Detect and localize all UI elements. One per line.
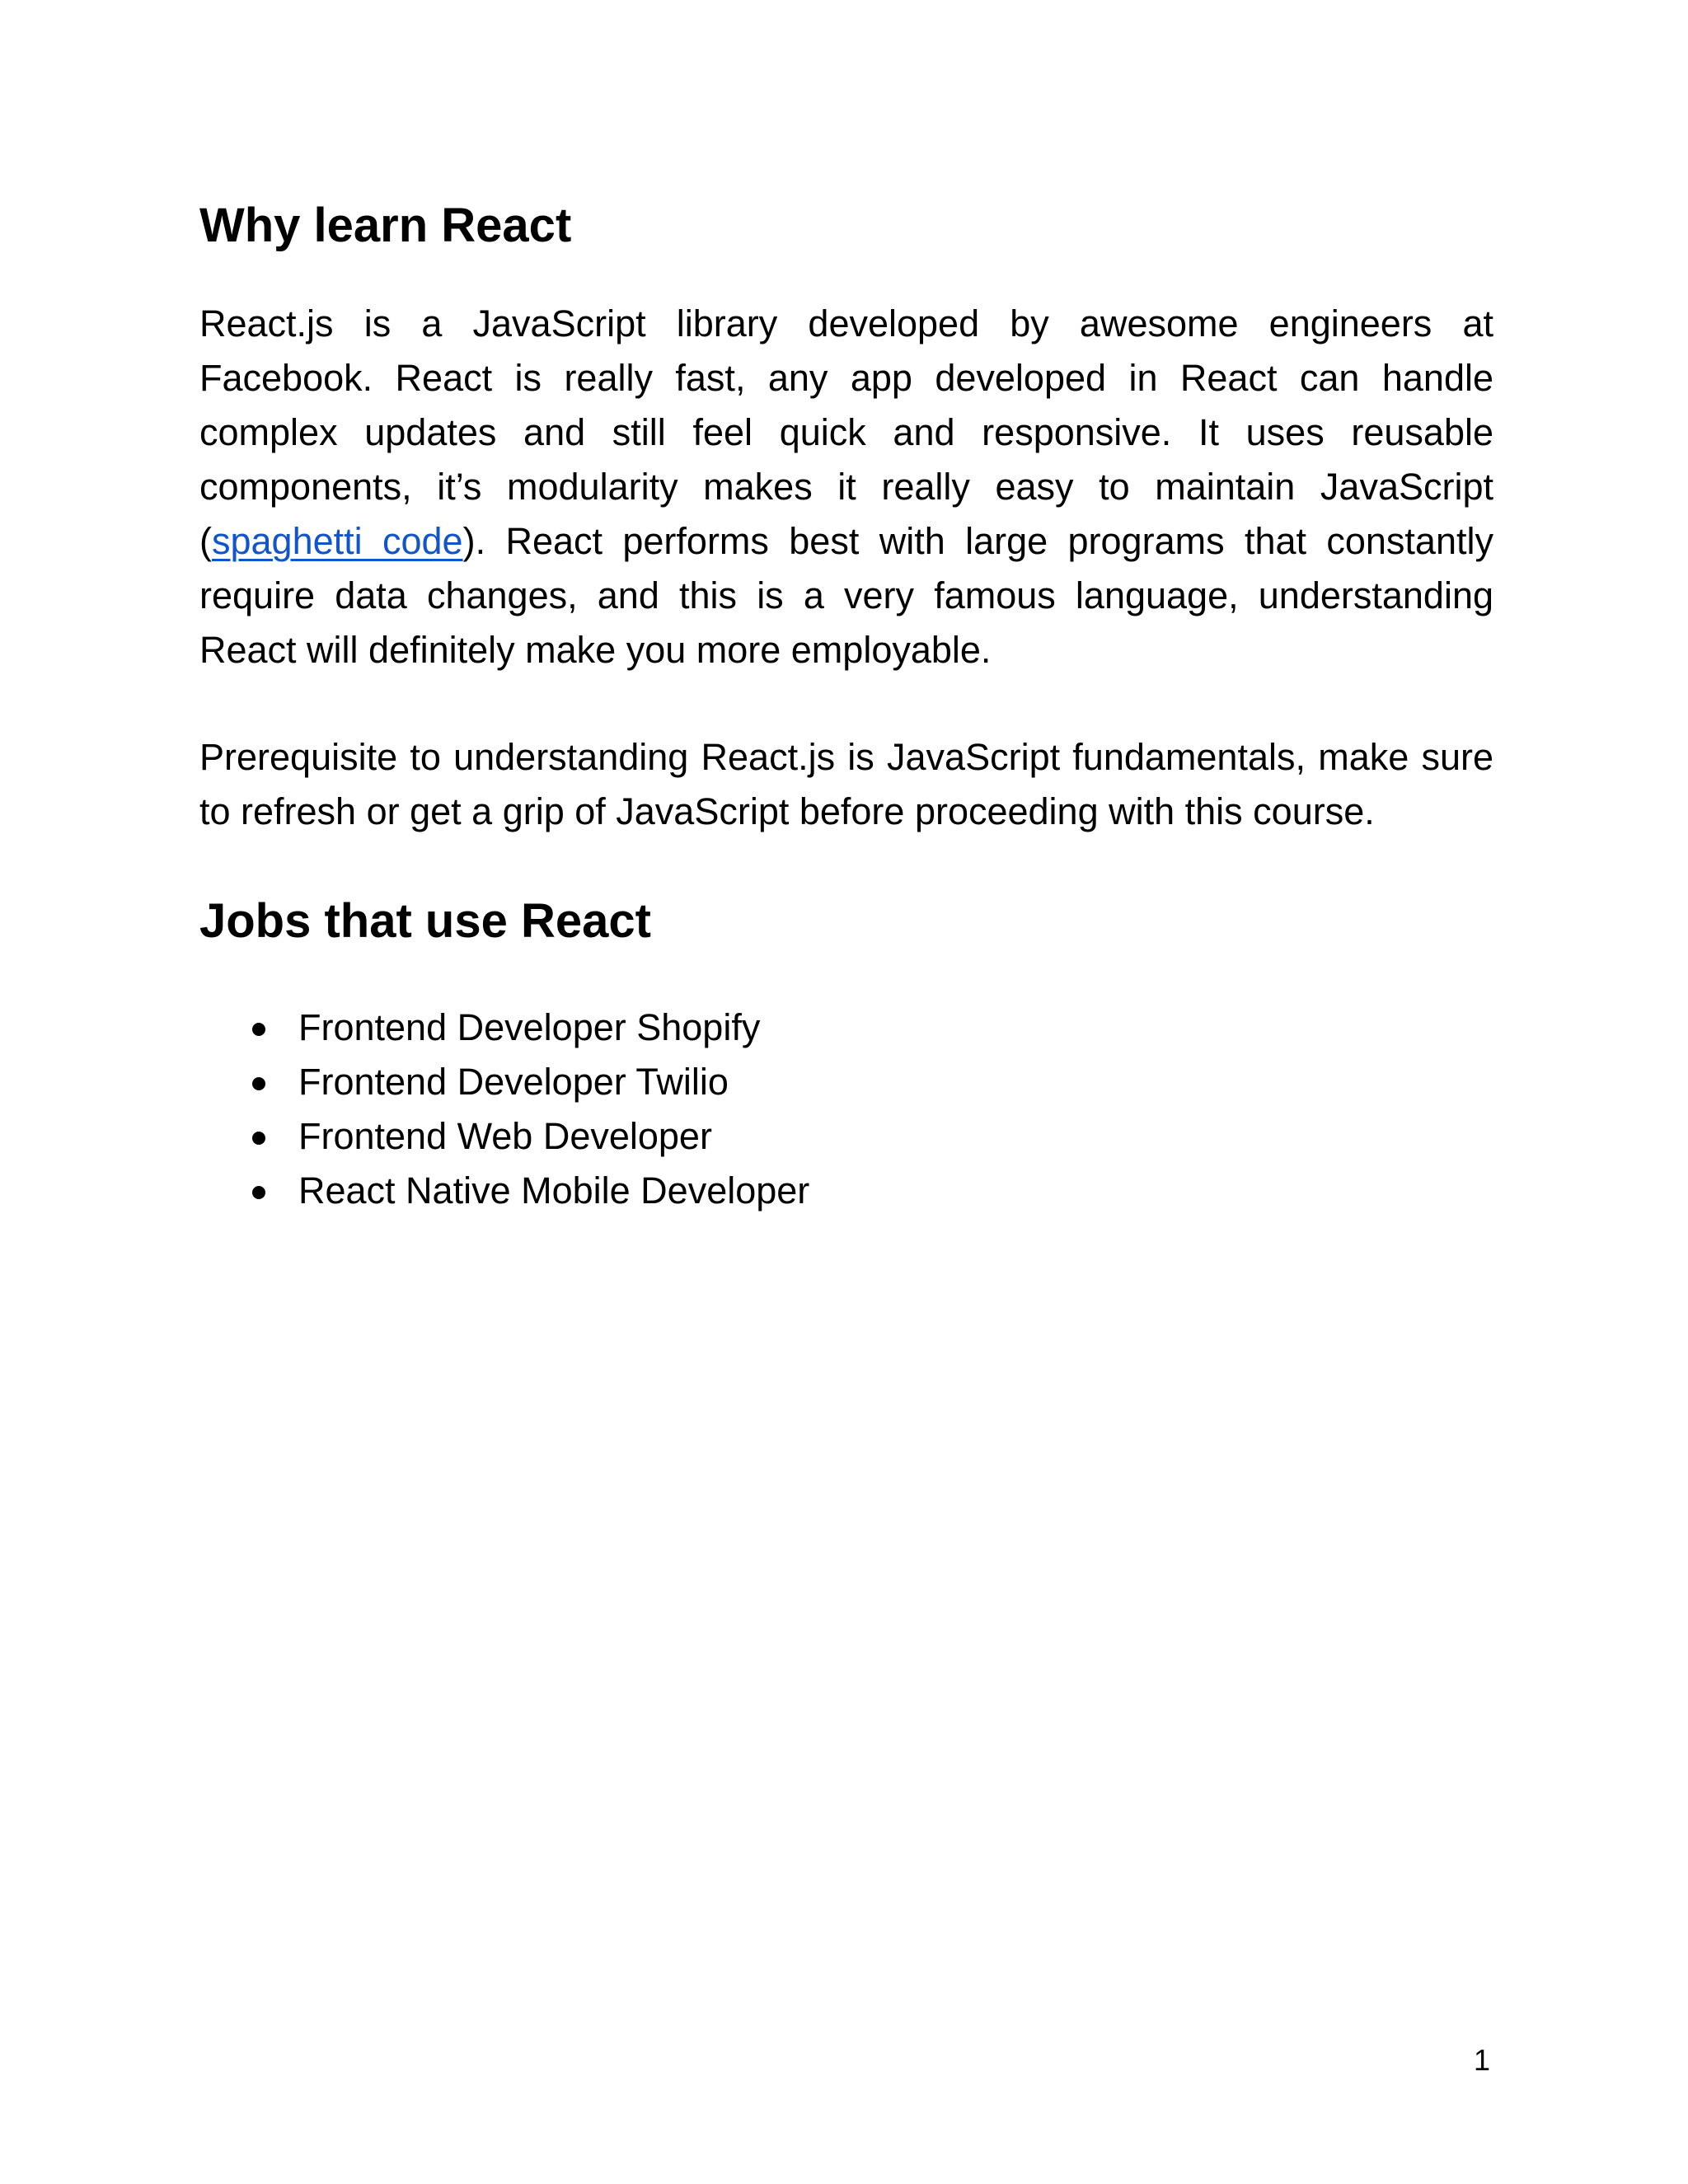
bullet-icon [252, 1077, 265, 1090]
bullet-icon [252, 1023, 265, 1036]
paragraph-text-after-link: ). React performs best with large programs that constantly require data changes, and this is a very famous language, understanding React will definitely make you more employable. [199, 520, 1493, 671]
document-content [199, 191, 1493, 1218]
bullet-icon [252, 1186, 265, 1199]
list-item [199, 1109, 1493, 1164]
job-title: Frontend Developer Twilio [298, 1061, 729, 1103]
paragraph-text-before-link: React.js is a JavaScript library developed by awesome engineers at Facebook. React is really fast, any app developed in React can handle complex updates and still feel quick and responsive. It uses reusable components, it’s modularity makes it really easy to maintain JavaScript ( [199, 302, 1493, 562]
job-title: Frontend Developer Shopify [298, 1006, 761, 1048]
spaghetti-code-link[interactable]: spaghetti code [212, 520, 463, 562]
heading-why-learn-react: Why learn React [199, 199, 572, 252]
paragraph-react-intro [199, 297, 1493, 677]
list-item [199, 1055, 1493, 1109]
list-item [199, 1164, 1493, 1218]
list-item [199, 1001, 1493, 1055]
job-title: Frontend Web Developer [298, 1115, 712, 1157]
jobs-list [199, 1001, 1493, 1218]
paragraph-prerequisite: Prerequisite to understanding React.js is JavaScript fundamentals, make sure to refresh or get a grip of JavaScript before proceeding with this course. [199, 736, 1493, 832]
job-title: React Native Mobile Developer [298, 1169, 810, 1212]
heading-jobs-that-use-react: Jobs that use React [199, 894, 651, 948]
page-number: 1 [1473, 2043, 1490, 2077]
bullet-icon [252, 1132, 265, 1145]
